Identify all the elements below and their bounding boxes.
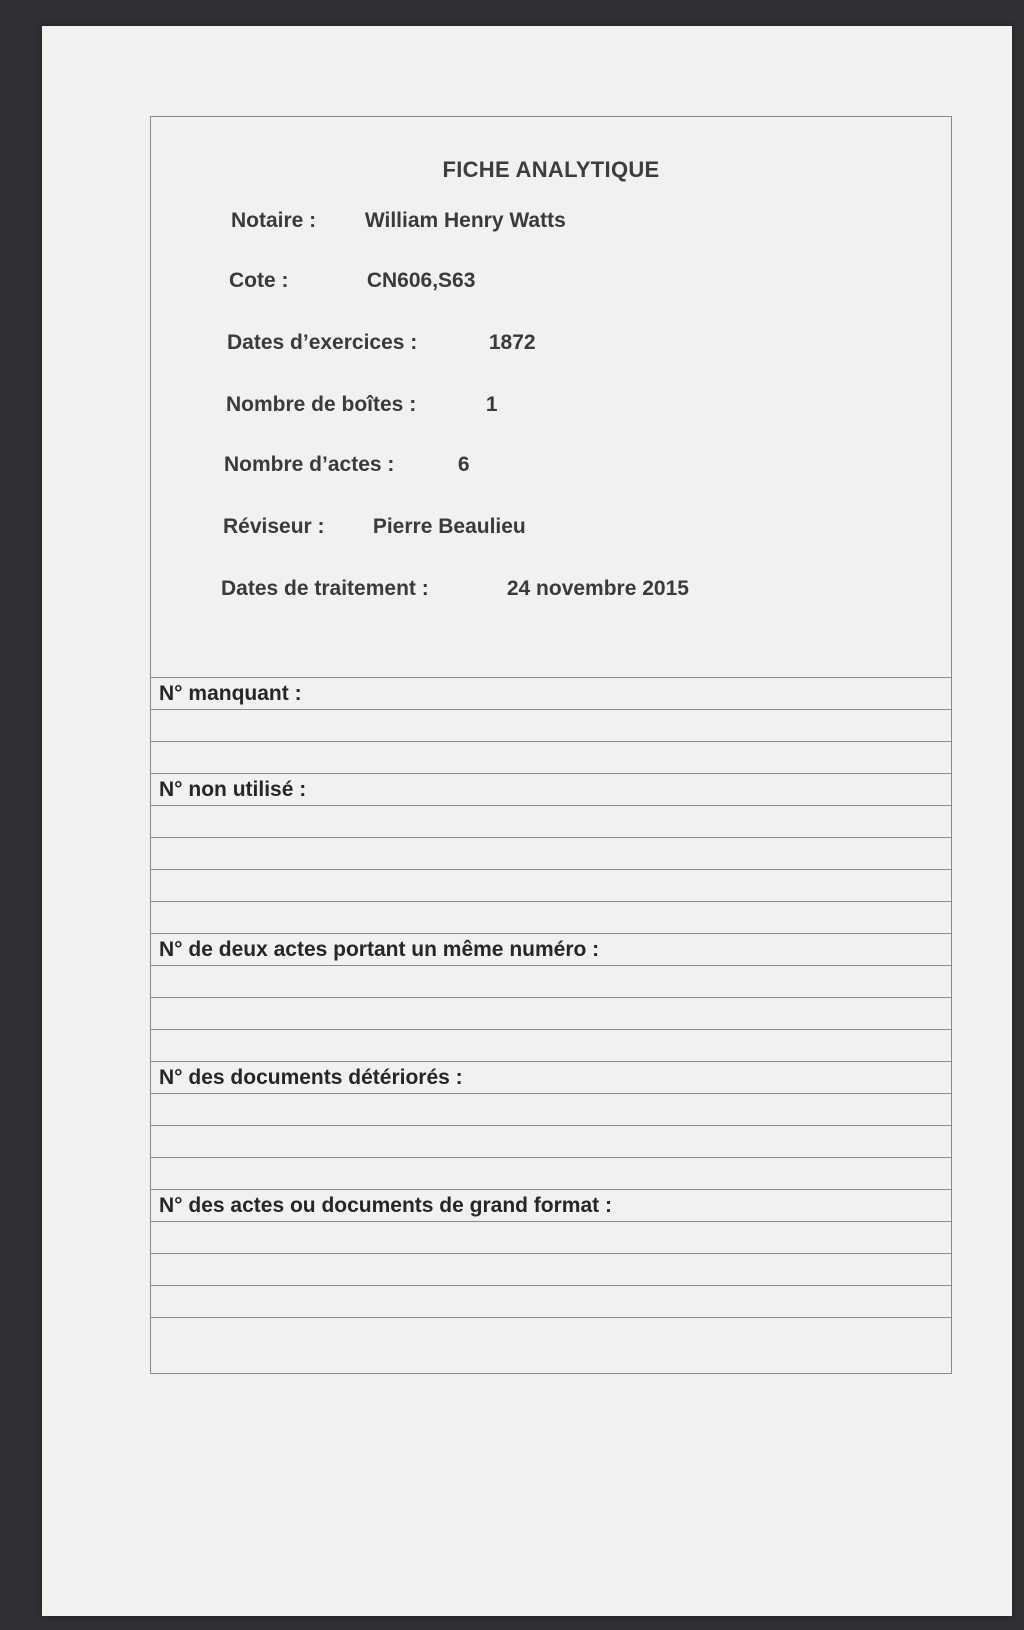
section-grand-format-heading: N° des actes ou documents de grand format : — [151, 1190, 951, 1222]
section-non-utilise-heading: N° non utilisé : — [151, 774, 951, 806]
write-line — [151, 998, 951, 1030]
form-title: FICHE ANALYTIQUE — [442, 157, 660, 182]
field-notaire — [231, 209, 566, 233]
section-deteriores-heading: N° des documents détériorés : — [151, 1062, 951, 1094]
field-notaire-label: Notaire : — [231, 209, 317, 232]
field-dates-traitement — [221, 577, 689, 601]
field-nombre-boites-label: Nombre de boîtes : — [226, 393, 417, 416]
section-manquant-heading: N° manquant : — [151, 678, 951, 710]
field-cote-label: Cote : — [229, 269, 289, 292]
write-line — [151, 1318, 951, 1350]
write-line — [151, 838, 951, 870]
write-line — [151, 1254, 951, 1286]
field-nombre-actes — [224, 453, 470, 477]
field-dates-exercices-value: 1872 — [488, 331, 536, 354]
write-line — [151, 806, 951, 838]
field-reviseur-value: Pierre Beaulieu — [372, 515, 526, 538]
write-line — [151, 1222, 951, 1254]
field-nombre-actes-value: 6 — [457, 453, 470, 476]
write-line — [151, 1094, 951, 1126]
write-line — [151, 966, 951, 998]
field-notaire-value: William Henry Watts — [364, 209, 566, 232]
field-dates-exercices — [227, 331, 536, 355]
field-dates-exercices-label: Dates d’exercices : — [227, 331, 418, 354]
field-dates-traitement-value: 24 novembre 2015 — [506, 577, 689, 600]
write-line — [151, 1158, 951, 1190]
write-line — [151, 1126, 951, 1158]
write-line — [151, 1286, 951, 1318]
field-nombre-actes-label: Nombre d’actes : — [224, 453, 395, 476]
write-line — [151, 1030, 951, 1062]
field-nombre-boites-value: 1 — [485, 393, 498, 416]
field-reviseur-label: Réviseur : — [223, 515, 325, 538]
field-dates-traitement-label: Dates de traitement : — [221, 577, 429, 600]
section-meme-numero-heading: N° de deux actes portant un même numéro : — [151, 934, 951, 966]
paper-sheet — [42, 26, 1012, 1616]
field-cote — [229, 269, 475, 293]
write-line — [151, 870, 951, 902]
field-cote-value: CN606,S63 — [366, 269, 476, 292]
field-reviseur — [223, 515, 526, 539]
analytic-form — [150, 116, 952, 1374]
field-nombre-boites — [226, 393, 498, 417]
write-line — [151, 902, 951, 934]
write-line — [151, 742, 951, 774]
sections-table — [151, 677, 951, 1350]
write-line — [151, 710, 951, 742]
